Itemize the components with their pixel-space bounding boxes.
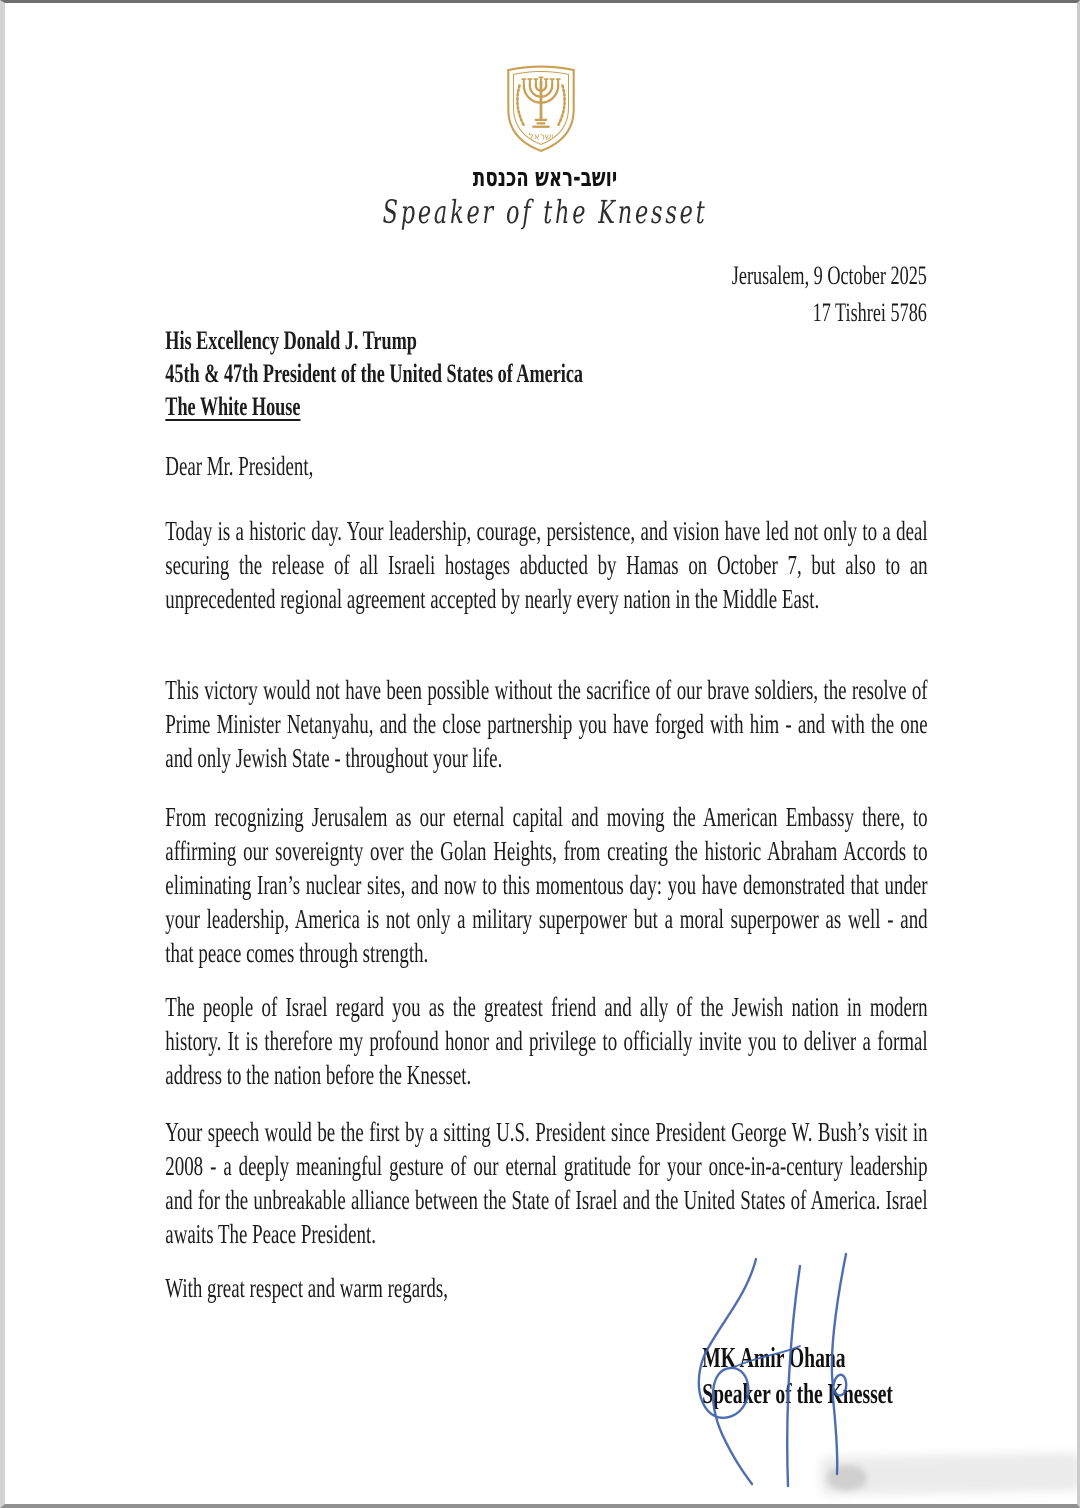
letter-paragraph: The people of Israel regard you as the greatest friend and ally of the Jewish nation in modern history. It is therefore my profound honor and privilege to officially invite you to deliver a formal address to the nation before the Knesset. [165, 992, 928, 1090]
recipient-block [165, 324, 583, 423]
dateline-hebrew-date: 17 Tishrei 5786 [812, 298, 927, 327]
letter-paragraph: Today is a historic day. Your leadership, courage, persistence, and vision have led not only to a deal securing the release of all Israeli hostages abducted by Hamas on October 7, but also to an unprecedented regional agreement accepted by nearly every nation in the Middle East. [165, 516, 928, 614]
signatory-title: Speaker of the Knesset [702, 1379, 893, 1410]
dateline [732, 257, 927, 331]
recipient-name: His Excellency Donald J. Trump [165, 326, 417, 355]
valediction: With great respect and warm regards, [165, 1273, 448, 1303]
salutation: Dear Mr. President, [165, 451, 314, 481]
letter-paragraph: Your speech would be the first by a sitting U.S. President since President George W. Bush’s visit in 2008 - a deeply meaningful gesture of our eternal gratitude for your once-in-a-century leadership and for the unbreakable alliance between the State of Israel and the United States of America. Israel awaits The Peace President. [165, 1117, 928, 1249]
dateline-place-date: Jerusalem, 9 October 2025 [731, 261, 927, 290]
signatory-name: MK Amir Ohana [702, 1343, 846, 1374]
recipient-address: The White House [165, 392, 301, 421]
letterhead-hebrew-title: יושב-ראש הכנסת [472, 163, 618, 193]
letter-paragraph: This victory would not have been possible without the sacrifice of our brave soldiers, the resolve of Prime Minister Netanyahu, and the close partnership you have forged with him - and with the one and only Jewish State - throughout your life. [165, 675, 928, 773]
letterhead-english-title: Speaker of the Knesset [382, 193, 708, 231]
letter-paragraph: From recognizing Jerusalem as our eternal capital and moving the American Embassy there, to affirming our sovereignty over the Golan Heights, from creating the historic Abraham Accords to eliminating Iran’s nuclear sites, and now to this momentous day: you have demonstrated that under your leadership, America is not only a military superpower but a moral superpower as well - and that peace comes through strength. [165, 802, 928, 968]
letter-text-layer [5, 3, 1080, 1508]
emblem-hebrew-text: ישראל [528, 132, 554, 143]
recipient-title: 45th & 47th President of the United States of America [165, 359, 584, 388]
handwritten-signature-icon [688, 1246, 883, 1501]
